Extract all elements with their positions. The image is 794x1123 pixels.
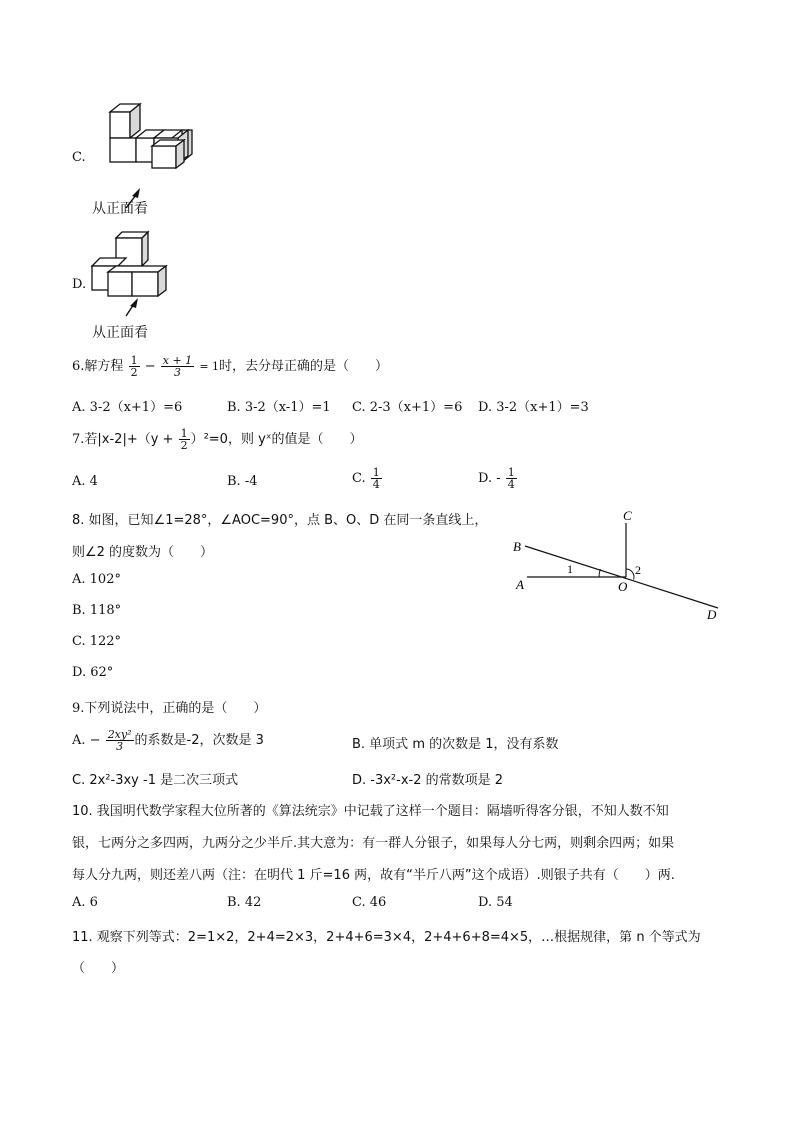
question-8-stem-line2: 则∠2 的度数为（ ） (72, 545, 214, 560)
option-c-caption: 从正面看 (92, 201, 148, 217)
option-label: A. − (72, 733, 101, 748)
label-b: B (513, 539, 521, 554)
question-6-stem (72, 353, 388, 381)
question-9-option-d[interactable]: D. -3x²-x-2 的常数项是 2 (352, 773, 504, 788)
angle-2-arc (626, 569, 634, 580)
minus-sign: − (144, 359, 156, 374)
question-8-option-d[interactable]: D. 62° (72, 665, 114, 680)
option-d-label: D. (72, 277, 87, 292)
question-9-option-b[interactable]: B. 单项式 m 的次数是 1，没有系数 (352, 737, 559, 752)
label-o: O (618, 579, 628, 594)
question-number: 9. (72, 701, 85, 716)
option-text: 的系数是-2，次数是 3 (134, 733, 264, 748)
question-7-stem (72, 425, 363, 455)
fraction-one-quarter: $\frac{1}{4}$ (372, 466, 380, 491)
question-10-option-d[interactable]: D. 54 (478, 895, 513, 910)
question-8-option-b[interactable]: B. 118° (72, 603, 122, 618)
question-7-option-b[interactable]: B. -4 (227, 474, 258, 489)
question-10-stem-line1: 10. 我国明代数学家程大位所著的《算法统宗》中记载了这样一个题目：隔墙听得客分银，不知人数不知 (72, 804, 669, 819)
label-a: A (516, 577, 524, 592)
question-7-option-d[interactable] (478, 464, 518, 494)
stem-text: 下列说法中，正确的是（ ） (84, 701, 267, 716)
question-8-option-c[interactable]: C. 122° (72, 634, 122, 649)
option-d-caption: 从正面看 (92, 325, 148, 341)
question-9-option-a[interactable] (72, 724, 264, 758)
question-10-option-c[interactable]: C. 46 (352, 895, 387, 910)
question-8-angle-figure (505, 505, 730, 630)
question-8-option-a[interactable]: A. 102° (72, 572, 121, 587)
question-11-stem-line2: （ ） (72, 961, 125, 976)
fraction-x-plus-1-over-3: $\frac{x + 1}{3}$ (162, 354, 193, 379)
question-6-option-c[interactable]: C. 2-3（x+1）=6 (352, 400, 463, 415)
fraction-one-half: $\frac{1}{2}$ (130, 354, 138, 379)
option-c-label: C. (72, 150, 86, 165)
option-label: C. (352, 471, 366, 486)
fraction-one-half: $\frac{1}{2}$ (180, 427, 188, 452)
question-8-stem-line1: 8. 如图，已知∠1=28°，∠AOC=90°，点 B、O、D 在同一条直线上， (72, 513, 488, 528)
label-angle-1: 1 (567, 562, 573, 576)
equals-one: = 1 (199, 360, 220, 373)
label-d: D (707, 607, 717, 622)
stem-text: ）²=0，则 yˣ的值是（ ） (190, 432, 363, 447)
question-10-stem-line2: 银，七两分之多四两，九两分之少半斤.其大意为：有一群人分银子，如果每人分七两，则剩余四两；如果 (72, 836, 675, 851)
question-number: 7. (72, 432, 85, 447)
label-c: C (623, 508, 632, 523)
question-6-option-a[interactable]: A. 3-2（x+1）=6 (72, 400, 183, 415)
label-angle-2: 2 (635, 563, 641, 577)
question-11-stem-line1: 11. 观察下列等式：2=1×2，2+4=2×3，2+4+6=3×4，2+4+6+8=4×5，…根据规律，第 n 个等式为 (72, 930, 701, 945)
question-7-option-c[interactable] (352, 464, 383, 494)
question-9-option-c[interactable]: C. 2x²-3xy -1 是二次三项式 (72, 773, 239, 788)
option-label: D. - (478, 471, 501, 486)
question-6-option-b[interactable]: B. 3-2（x-1）=1 (227, 400, 331, 415)
stem-text: 解方程 (84, 359, 124, 374)
question-number: 6. (72, 359, 85, 374)
option-d-cube-figure (88, 228, 178, 318)
stem-text: 若|x-2|+（y + (84, 432, 174, 447)
question-10-stem-line3: 每人分九两，则还差八两（注：在明代 1 斤=16 两，故有“半斤八两”这个成语）.则银子共有（ ）两. (72, 868, 675, 883)
stem-text: 时，去分母正确的是（ ） (219, 359, 389, 374)
question-7-option-a[interactable]: A. 4 (72, 474, 98, 489)
question-9-stem (72, 697, 266, 716)
fraction-2xy2-over-3: $\frac{\text{2xy²}}{3}$ (107, 728, 132, 753)
fraction-one-quarter: $\frac{1}{4}$ (507, 466, 515, 491)
question-10-option-a[interactable]: A. 6 (72, 895, 98, 910)
question-10-option-b[interactable]: B. 42 (227, 895, 262, 910)
question-6-option-d[interactable]: D. 3-2（x+1）=3 (478, 400, 589, 415)
